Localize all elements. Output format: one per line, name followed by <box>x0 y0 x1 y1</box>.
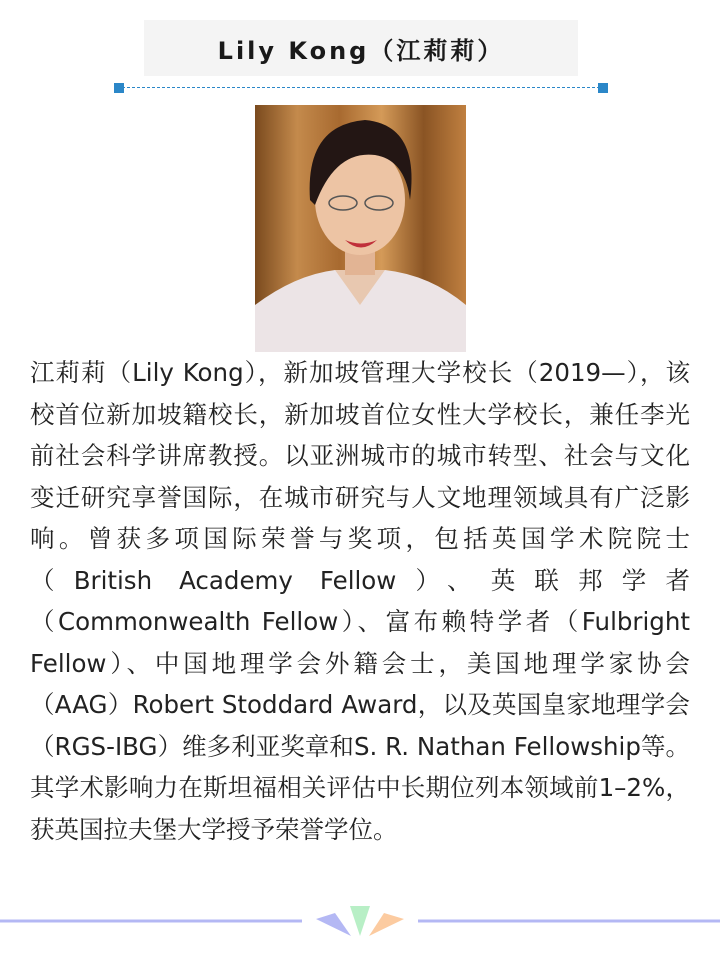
triangle-orange-icon <box>369 913 404 936</box>
divider-left-square <box>114 83 124 93</box>
title-box <box>144 20 578 76</box>
divider-dashed-line <box>122 87 600 88</box>
footer-decoration <box>0 900 720 950</box>
biography-text: 江莉莉（Lily Kong），新加坡管理大学校长（2019—），该校首位新加坡籍校长，新加坡首位女性大学校长，兼任李光前社会科学讲席教授。以亚洲城市的城市转型、社会与文化变迁研究享誉国际，在城市研究与人文地理领域具有广泛影响。曾获多项国际荣誉与奖项，包括英国学术院院士（British Academy Fellow）、英联邦学者（Commonwealth Fellow）、富布赖特学者（Fulbright Fellow）、中国地理学会外籍会士，美国地理学家协会（AAG）Robert Stoddard Award，以及英国皇家地理学会（RGS-IBG）维多利亚奖章和S. R. Nathan Fellowship等。其学术影响力在斯坦福相关评估中长期位列本领域前1–2%，获英国拉夫堡大学授予荣誉学位。 <box>30 358 690 844</box>
triangle-blue-icon <box>316 913 351 936</box>
title-divider <box>114 83 608 93</box>
footer-line-right <box>418 920 720 923</box>
portrait-illustration <box>255 105 466 352</box>
portrait-photo <box>255 105 466 352</box>
page-title: Lily Kong（江莉莉） <box>217 36 505 65</box>
footer-line-left <box>0 920 302 923</box>
triangle-green-icon <box>350 906 370 936</box>
divider-right-square <box>598 83 608 93</box>
